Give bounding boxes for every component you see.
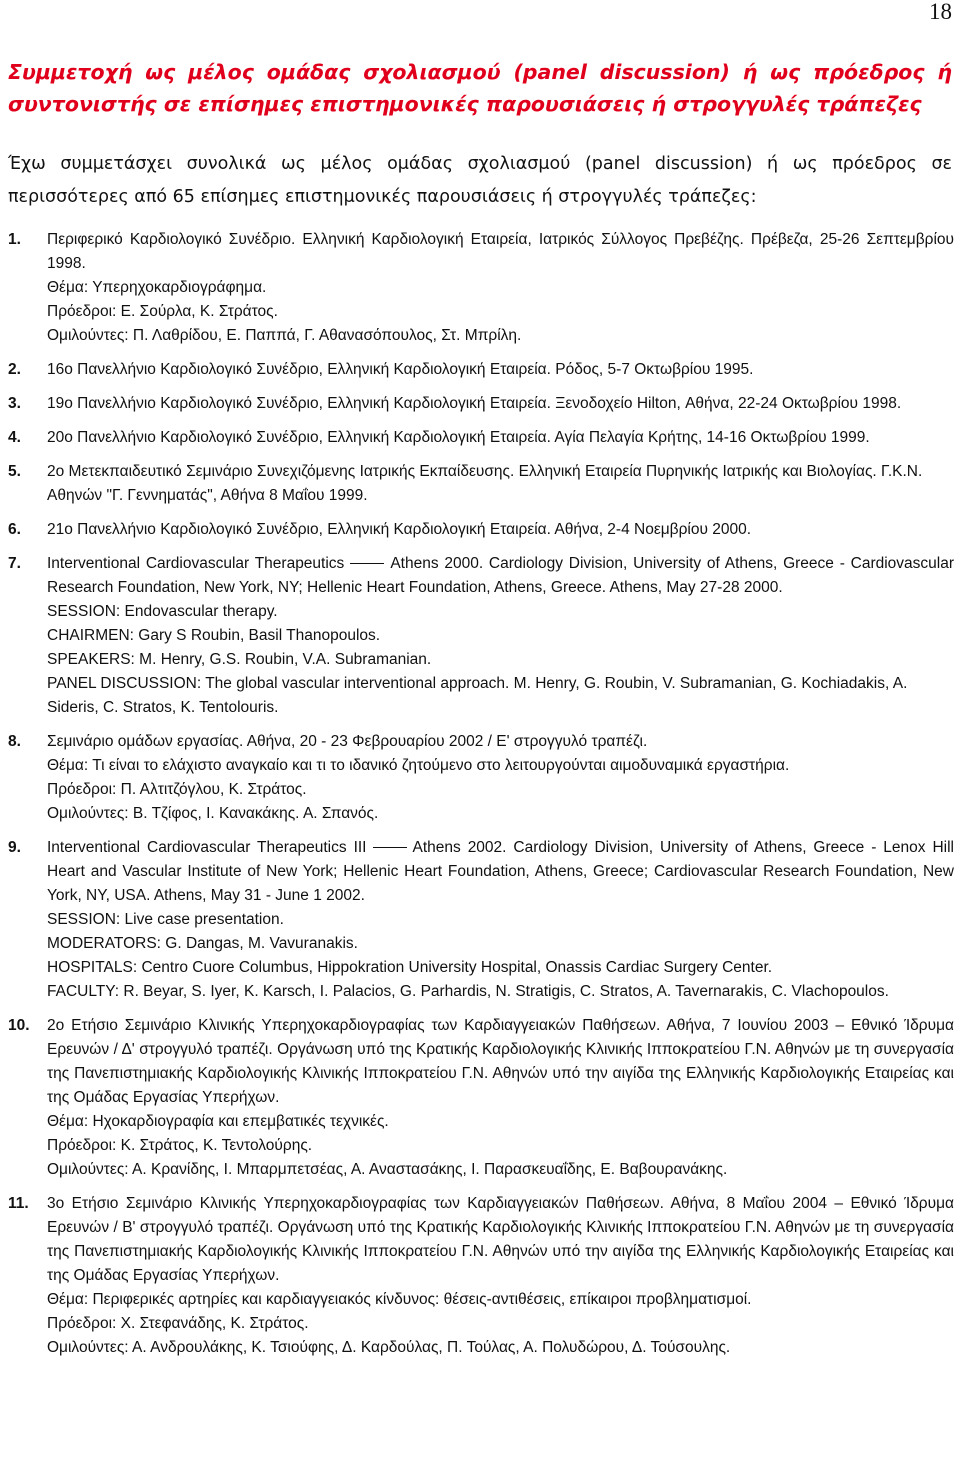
item-detail-line: Πρόεδροι: Κ. Στράτος, Κ. Τεντολούρης.: [47, 1137, 313, 1154]
item-detail-line: CHAIRMEN: Gary S Roubin, Basil Thanopoulos.: [47, 627, 381, 644]
list-item: [8, 1014, 954, 1182]
item-detail-line: Ομιλούντες: Α. Ανδρουλάκης, Κ. Τσιούφης, Δ. Καρδούλας, Π. Τούλας, Α. Πολυδώρου, Δ. Τούσουλης.: [47, 1339, 731, 1356]
item-detail-line: Πρόεδροι: Χ. Στεφανάδης, Κ. Στράτος.: [47, 1315, 309, 1332]
item-main-text: 2ο Ετήσιο Σεμινάριο Κλινικής Υπερηχοκαρδιογραφίας των Καρδιαγγειακών Παθήσεων. Αθήνα, 7 Ιουνίου 2003 – Εθνικό Ίδρυμα Ερευνών / Δ' στρογγυλό τραπέζι. Οργάνωση υπό της Κρατικής Καρδιολογικής Κλινικής Ιπποκρατείου Γ.Ν. Αθηνών με τη συνεργασία της Πανεπιστημιακής Καρδιολογικής Κλινικής Ιπποκρατείου Γ.Ν. Αθηνών υπό την αιγίδα της Ελληνικής Καρδιολογικής Εταιρείας και της Ομάδας Εργασίας Υπερήχων.: [47, 1017, 954, 1106]
item-number: 2.: [8, 361, 21, 378]
conference-details: Athens 2002. Cardiology Division, University of Athens, Greece - Lenox Hill Heart and Vascular Institute of New York; Hellenic Heart Foundation, Athens, Greece; Cardiovascular Research Foundation, New York, NY, USA. Athens, May 31 - June 1 2002.: [47, 839, 954, 904]
intro-paragraph: Έχω συμμετάσχει συνολικά ως μέλος ομάδας σχολιασμού (panel discussion) ή ως πρόεδρος σε περισσότερες από 65 επίσημες επιστημονικές παρουσιάσεις ή στρογγυλές τράπεζες:: [8, 154, 952, 207]
conference-name: Interventional Cardiovascular Therapeutics III: [47, 839, 367, 856]
item-number: 4.: [8, 429, 21, 446]
item-detail-line: PANEL DISCUSSION: The global vascular interventional approach. M. Henry, G. Roubin, V. Subramanian, G. Kochiadakis, A. Sideris, C. Stratos, K. Tentolouris.: [47, 675, 908, 716]
item-main-text: [47, 836, 954, 908]
item-main-text: 3ο Ετήσιο Σεμινάριο Κλινικής Υπερηχοκαρδιογραφίας των Καρδιαγγειακών Παθήσεων. Αθήνα, 8 Μαΐου 2004 – Εθνικό Ίδρυμα Ερευνών / Β' στρογγυλό τραπέζι. Οργάνωση υπό της Κρατικής Καρδιολογικής Κλινικής Ιπποκρατείου Γ.Ν. Αθηνών με τη συνεργασία της Πανεπιστημιακής Καρδιολογικής Κλινικής Ιπποκρατείου Γ.Ν. Αθηνών υπό την αιγίδα της Ελληνικής Καρδιολογικής Εταιρείας και της Ομάδας Εργασίας Υπερήχων.: [47, 1195, 954, 1284]
item-detail-line: SPEAKERS: M. Henry, G.S. Roubin, V.A. Subramanian.: [47, 651, 432, 668]
list-item: [8, 552, 954, 720]
item-main-text: 2ο Μετεκπαιδευτικό Σεμινάριο Συνεχιζόμενης Ιατρικής Εκπαίδευσης. Ελληνική Εταιρεία Πυρηνικής Ιατρικής και Βιολογίας. Γ.Κ.Ν. Αθηνών "Γ. Γεννηματάς", Αθήνα 8 Μαΐου 1999.: [47, 463, 923, 504]
item-detail-line: Ομιλούντες: Π. Λαθρίδου, Ε. Παππά, Γ. Αθανασόπουλος, Στ. Μπρίλη.: [47, 327, 522, 344]
list-item: [8, 836, 954, 1004]
item-number: 3.: [8, 395, 21, 412]
item-detail-line: Θέμα: Τι είναι το ελάχιστο αναγκαίο και τι το ιδανικό ζητούμενο στο λειτουργούνται αιμοδυναμικά εργαστήρια.: [47, 757, 790, 774]
dash-separator: [373, 847, 407, 848]
list-item: [8, 426, 954, 450]
item-main-text: Σεμινάριο ομάδων εργασίας. Αθήνα, 20 - 23 Φεβρουαρίου 2002 / Ε' στρογγυλό τραπέζι.: [47, 733, 648, 750]
item-number: 10.: [8, 1017, 30, 1034]
list-item: [8, 358, 954, 382]
page-number: 18: [929, 0, 952, 24]
item-main-text: 16ο Πανελλήνιο Καρδιολογικό Συνέδριο, Ελληνική Καρδιολογική Εταιρεία. Ρόδος, 5-7 Οκτωβρίου 1995.: [47, 361, 754, 378]
item-detail-line: Ομιλούντες: Α. Κρανίδης, Ι. Μπαρμπετσέας, Α. Αναστασάκης, Ι. Παρασκευαΐδης, Ε. Βαβουρανάκης.: [47, 1161, 728, 1178]
item-detail-line: HOSPITALS: Centro Cuore Columbus, Hippokration University Hospital, Onassis Cardiac Surgery Center.: [47, 959, 773, 976]
dash-separator: [350, 563, 384, 564]
item-detail-line: Πρόεδροι: Ε. Σούρλα, Κ. Στράτος.: [47, 303, 278, 320]
item-detail-line: Θέμα: Περιφερικές αρτηρίες και καρδιαγγειακός κίνδυνος: θέσεις-αντιθέσεις, επίκαιροι προβληματισμοί.: [47, 1291, 752, 1308]
item-detail-line: Θέμα: Υπερηχοκαρδιογράφημα.: [47, 279, 267, 296]
item-detail-line: Πρόεδροι: Π. Αλτιτζόγλου, Κ. Στράτος.: [47, 781, 307, 798]
item-main-text: 21ο Πανελλήνιο Καρδιολογικό Συνέδριο, Ελληνική Καρδιολογική Εταιρεία. Αθήνα, 2-4 Νοεμβρίου 2000.: [47, 521, 752, 538]
item-detail-line: MODERATORS: G. Dangas, M. Vavuranakis.: [47, 935, 358, 952]
item-main-text: [47, 552, 954, 600]
list-item: [8, 1192, 954, 1360]
list-item: [8, 518, 954, 542]
item-main-text: 20ο Πανελλήνιο Καρδιολογικό Συνέδριο, Ελληνική Καρδιολογική Εταιρεία. Αγία Πελαγία Κρήτης, 14-16 Οκτωβρίου 1999.: [47, 429, 870, 446]
presentations-list: [8, 228, 954, 1370]
item-detail-line: SESSION: Endovascular therapy.: [47, 603, 278, 620]
list-item: [8, 460, 954, 508]
item-detail-line: Θέμα: Ηχοκαρδιογραφία και επεμβατικές τεχνικές.: [47, 1113, 389, 1130]
item-number: 9.: [8, 839, 21, 856]
item-detail-line: SESSION: Live case presentation.: [47, 911, 284, 928]
section-title: Συμμετοχή ως μέλος ομάδας σχολιασμού (panel discussion) ή ως πρόεδρος ή συντονιστής σε επίσημες επιστημονικές παρουσιάσεις ή στρογγυλές τράπεζες: [8, 60, 952, 116]
conference-name: Interventional Cardiovascular Therapeutics: [47, 555, 345, 572]
item-detail-line: FACULTY: R. Beyar, S. Iyer, K. Karsch, I. Palacios, G. Parhardis, N. Stratigis, C. Stratos, A. Tavernarakis, C. Vlachopoulos.: [47, 983, 889, 1000]
list-item: [8, 228, 954, 348]
item-number: 8.: [8, 733, 21, 750]
item-detail-line: Ομιλούντες: Β. Τζίφος, Ι. Κανακάκης. Α. Σπανός.: [47, 805, 379, 822]
item-main-text: Περιφερικό Καρδιολογικό Συνέδριο. Ελληνική Καρδιολογική Εταιρεία, Ιατρικός Σύλλογος Πρεβέζης. Πρέβεζα, 25-26 Σεπτεμβρίου 1998.: [47, 231, 954, 272]
item-main-text: 19ο Πανελλήνιο Καρδιολογικό Συνέδριο, Ελληνική Καρδιολογική Εταιρεία. Ξενοδοχείο Hilton, Αθήνα, 22-24 Οκτωβρίου 1998.: [47, 395, 902, 412]
list-item: [8, 730, 954, 826]
item-number: 11.: [8, 1195, 29, 1212]
list-item: [8, 392, 954, 416]
item-number: 1.: [8, 231, 21, 248]
item-number: 6.: [8, 521, 21, 538]
conference-details: Athens 2000. Cardiology Division, University of Athens, Greece - Cardiovascular Research Foundation, New York, NY; Hellenic Heart Foundation, Athens, Greece. Athens, May 27-28 2000.: [47, 555, 955, 596]
item-number: 7.: [8, 555, 21, 572]
item-number: 5.: [8, 463, 21, 480]
